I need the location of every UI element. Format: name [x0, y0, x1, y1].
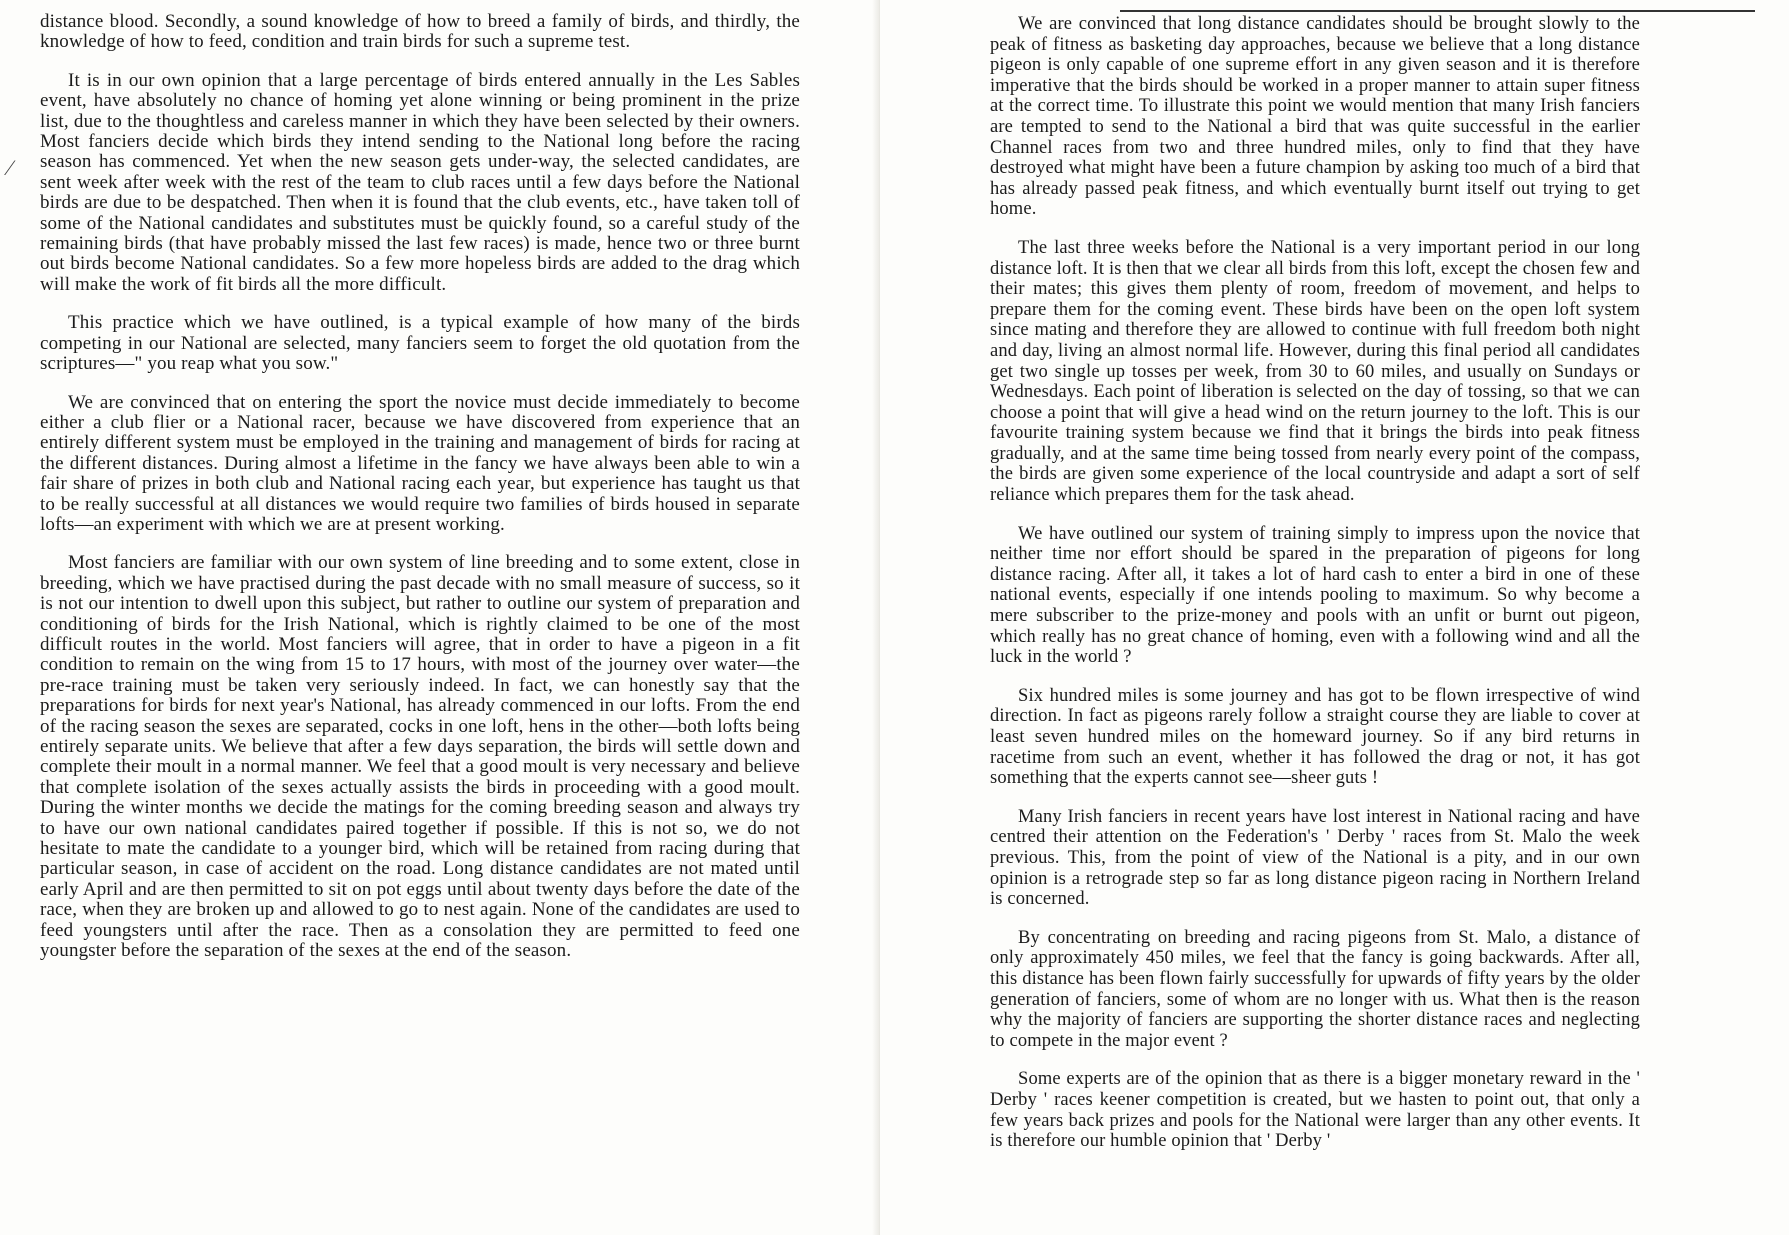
paragraph: It is in our own opinion that a large percentage of birds entered annually in the Les Sables event, have absolutely no chance of homing yet alone winning or being prominent in the prize list, due to the thoughtless and careless manner in which they have been selected by their owners. Most fanciers decide which birds they intend sending to the National long before the racing season has commenced. Yet when the new season gets under-way, the selected candidates, are sent week after week with the rest of the team to club races until a few days before the National birds are due to be despatched. Then when it is found that the club events, etc., have taken toll of some of the National candidates and substitutes must be quickly found, so a careful study of the remaining birds (that have probably missed the last few races) is made, hence two or three burnt out birds become National candidates. So a few more hopeless birds are added to the drag which will make the work of fit birds all the more difficult. — [40, 69, 800, 295]
paragraph: distance blood. Secondly, a sound knowledge of how to breed a family of birds, and thirdly, the knowledge of how to feed, condition and train birds for such a supreme test. — [40, 11, 800, 53]
right-text-column — [990, 14, 1640, 1170]
margin-pencil-mark: ⁄ — [8, 155, 12, 180]
paragraph: Some experts are of the opinion that as there is a bigger monetary reward in the ' Derby ' races keener competition is created, but we hasten to point out, that only a few years back prizes and pools for the National were larger than any other events. It is therefore our humble opinion that ' Derby ' — [990, 1069, 1640, 1152]
paragraph: By concentrating on breeding and racing pigeons from St. Malo, a distance of only approximately 450 miles, we feel that the fancy is going backwards. After all, this distance has been flown fairly successfully for upwards of fifty years by the older generation of fanciers, some of whom are no longer with us. What then is the reason why the majority of fanciers are supporting the shorter distance races and neglecting to compete in the major event ? — [990, 927, 1640, 1051]
top-rule — [1120, 10, 1755, 12]
paragraph: This practice which we have outlined, is a typical example of how many of the birds competing in our National are selected, many fanciers seem to forget the old quotation from the scriptures—" you reap what you sow." — [40, 312, 800, 375]
paragraph: Many Irish fanciers in recent years have lost interest in National racing and have centred their attention on the Federation's ' Derby ' races from St. Malo the week previous. This, from the point of view of the National is a pity, and in our own opinion is a retrograde step so far as long distance pigeon racing in Northern Ireland is concerned. — [990, 806, 1640, 910]
paragraph: The last three weeks before the National is a very important period in our long distance loft. It is then that we clear all birds from this loft, except the chosen few and their mates; this gives them plenty of room, freedom of movement, and helps to prepare them for the coming event. These birds have been on the open loft system since mating and therefore they are allowed to continue with full freedom both night and day, living an almost normal life. However, during this final period all candidates get two single up tosses per week, from 30 to 60 miles, and usually on Sundays or Wednesdays. Each point of liberation is selected on the day of tossing, so that we can choose a point that will give a head wind on the return journey to the loft. This is our favourite training system because we find that it brings the birds into peak fitness gradually, and at the same time being tossed from nearly every point of the compass, the birds are given some experience of the local countryside and adapt a sort of self reliance which prepares them for the task ahead. — [990, 237, 1640, 506]
right-page — [880, 0, 1789, 1235]
paragraph: Most fanciers are familiar with our own system of line breeding and to some extent, close in breeding, which we have practised during the past decade with no small measure of success, so it is not our intention to dwell upon this subject, but rather to outline our system of preparation and conditioning of birds for the Irish National, which is rightly claimed to be one of the most difficult routes in the world. Most fanciers will agree, that in order to have a pigeon in a fit condition to remain on the wing from 15 to 17 hours, with most of the journey over water—the pre-race training must be taken very seriously indeed. In fact, we can honestly say that the preparations for birds for next year's National, has already commenced in our lofts. From the end of the racing season the sexes are separated, cocks in one loft, hens in the other—both lofts being entirely separate units. We believe that after a few days separation, the birds will settle down and complete their moult in a normal manner. We feel that a good moult is very necessary and believe that complete isolation of the sexes actually assists the birds in proceeding with a good moult. During the winter months we decide the matings for the coming breeding season and always try to have our own national candidates paired together if possible. If this is not so, we do not hesitate to mate the candidate to a younger bird, which will be retained from racing during that particular season, in case of accident on the road. Long distance candidates are not mated until early April and are then permitted to sit on pot eggs until about twenty days before the date of the race, when they are broken up and allowed to go to nest again. None of the candidates are used to feed youngsters until after the race. Then as a consolation they are permitted to feed one youngster before the separation of the sexes at the end of the season. — [40, 552, 800, 962]
paragraph: We are convinced that on entering the sport the novice must decide immediately to become either a club flier or a National racer, because we have discovered from experience that an entirely different system must be employed in the training and management of birds for racing at the different distances. During almost a lifetime in the fancy we have always been able to win a fair share of prizes in both club and National racing each year, but experience has taught us that to be really successful at all distances we would require two families of birds housed in separate lofts—an experiment with which we are at present working. — [40, 391, 800, 535]
paragraph: Six hundred miles is some journey and has got to be flown irrespective of wind direction. In fact as pigeons rarely follow a straight course they are liable to cover at least seven hundred miles on the homeward journey. So if any bird returns in racetime from such an event, whether it has followed the drag or not, it has got something that the experts cannot see—sheer guts ! — [990, 685, 1640, 789]
left-page — [0, 0, 880, 1235]
left-text-column — [40, 12, 800, 979]
paragraph: We are convinced that long distance candidates should be brought slowly to the peak of fitness as basketing day approaches, because we believe that a long distance pigeon is only capable of one supreme effort in any given season and it is therefore imperative that the birds should be worked in a proper manner to attain super fitness at the correct time. To illustrate this point we would mention that many Irish fanciers are tempted to send to the National a bird that was quite successful in the earlier Channel races from two and three hundred miles, only to find that they have destroyed what might have been a future champion by asking too much of a bird that has already passed peak fitness, and which eventually burnt itself out trying to get home. — [990, 14, 1640, 220]
paragraph: We have outlined our system of training simply to impress upon the novice that neither time nor effort should be spared in the preparation of pigeons for long distance racing. After all, it takes a lot of hard cash to enter a bird in one of these national events, especially if one intends pooling to maximum. So why become a mere subscriber to the prize-money and pools with an unfit or burnt out pigeon, which really has no great chance of homing, even with a following wind and all the luck in the world ? — [990, 523, 1640, 668]
